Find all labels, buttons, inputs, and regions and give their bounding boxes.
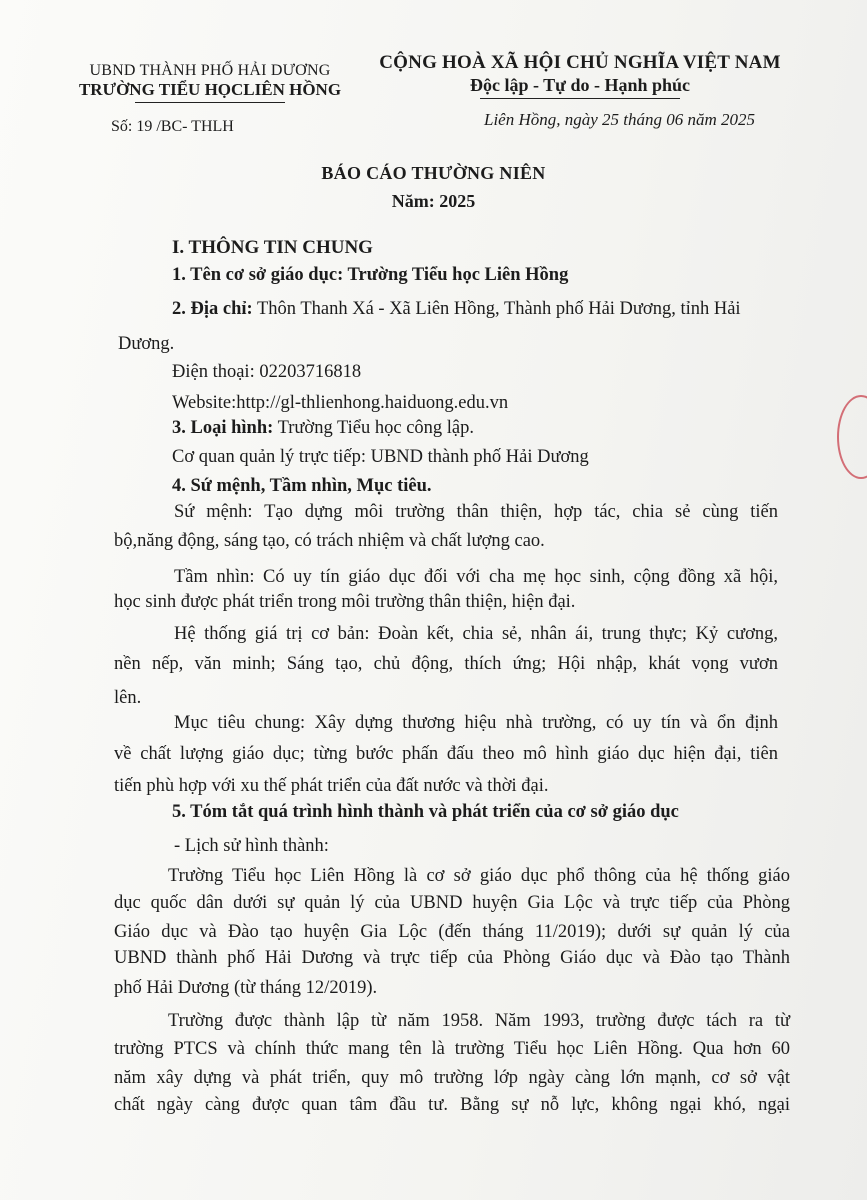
history-paragraph-1-l2: dục quốc dân dưới sự quản lý của UBND huyện Gia Lộc và trực tiếp của Phòng [114,893,790,913]
school-type-line [172,418,474,439]
history-paragraph-1-end: phố Hải Dương (từ tháng 12/2019). [114,978,378,998]
history-paragraph-2-l3: năm xây dựng và phát triển, quy mô trường lớp ngày càng lớn mạnh, cơ sở vật [114,1068,790,1088]
parent-organization: UBND THÀNH PHỐ HẢI DƯƠNG [89,62,331,79]
mission-text: Sứ mệnh: Tạo dựng môi trường thân thiện, hợp tác, chia sẻ cùng tiến [174,502,778,522]
country-name: CỘNG HOÀ XÃ HỘI CHỦ NGHĨA VIỆT NAM [379,52,781,73]
core-values-text: Hệ thống giá trị cơ bản: Đoàn kết, chia sẻ, nhân ái, trung thực; Kỷ cương, [174,624,778,644]
vision-text: Tầm nhìn: Có uy tín giáo dục đối với cha mẹ học sinh, cộng đồng xã hội, [174,567,778,587]
report-title: BÁO CÁO THƯỜNG NIÊN [321,163,546,183]
general-goal-text: Mục tiêu chung: Xây dựng thương hiệu nhà trường, có uy tín và ổn định [174,713,778,733]
core-values-text-cont: nền nếp, văn minh; Sáng tạo, chủ động, thích ứng; Hội nhập, khát vọng vươn [114,654,778,674]
national-header [370,52,790,99]
document-number: Số: 19 /BC- THLH [111,118,234,135]
history-paragraph-2-l2: trường PTCS và chính thức mang tên là trường Tiểu học Liên Hồng. Qua hơn 60 [114,1039,790,1059]
history-paragraph-2-l4: chất ngày càng được quan tâm đầu tư. Bằng sự nỗ lực, không ngại khó, ngại [114,1095,790,1115]
school-name-line: 1. Tên cơ sở giáo dục: Trường Tiểu học Liên Hồng [172,265,569,285]
address-label: 2. Địa chỉ: [172,299,253,319]
history-subheading: - Lịch sử hình thành: [174,836,329,856]
address-line [172,299,741,320]
general-goal-text-cont: về chất lượng giáo dục; từng bước phấn đấu theo mô hình giáo dục hiện đại, tiên [114,744,778,764]
managing-agency-line: Cơ quan quản lý trực tiếp: UBND thành phố Hải Dương [172,447,589,467]
website-line: Website:http://gl-thlienhong.haiduong.edu.vn [172,393,509,413]
history-paragraph-2: Trường được thành lập từ năm 1958. Năm 1993, trường được tách ra từ [168,1011,790,1031]
mission-text-cont: bộ,năng động, sáng tạo, có trách nhiệm và chất lượng cao. [114,531,545,551]
motto-underline [480,98,680,99]
address-value: Thôn Thanh Xá - Xã Liên Hồng, Thành phố Hải Dương, tỉnh Hải [256,299,741,319]
history-paragraph-1-l3: Giáo dục và Đào tạo huyện Gia Lộc (đến tháng 11/2019); dưới sự quản lý của [114,922,790,942]
school-type-value: Trường Tiểu học công lập. [277,418,475,438]
school-name: TRƯỜNG TIỂU HỌCLIÊN HỒNG [78,80,342,99]
phone-line: Điện thoại: 02203716818 [172,362,362,382]
history-paragraph-1-l4: UBND thành phố Hải Dương và trực tiếp của Phòng Giáo dục và Đào tạo Thành [114,948,790,968]
school-type-label: 3. Loại hình: [172,418,274,438]
core-values-text-end: lên. [114,688,142,708]
document-date: Liên Hồng, ngày 25 tháng 06 năm 2025 [484,110,756,129]
general-goal-text-end: tiến phù hợp với xu thế phát triển của đất nước và thời đại. [114,776,549,796]
report-year: Năm: 2025 [391,191,476,211]
address-line-cont: Dương. [118,334,175,354]
vision-text-cont: học sinh được phát triển trong môi trường thân thiện, hiện đại. [114,592,576,612]
history-heading: 5. Tóm tắt quá trình hình thành và phát triển của cơ sở giáo dục [172,802,679,822]
history-paragraph-1: Trường Tiểu học Liên Hồng là cơ sở giáo dục phổ thông của hệ thống giáo [168,866,790,886]
issuing-organization [60,62,360,103]
mission-heading: 4. Sứ mệnh, Tầm nhìn, Mục tiêu. [172,476,432,496]
section-heading: I. THÔNG TIN CHUNG [172,237,373,258]
red-stamp-icon [837,395,867,479]
national-motto: Độc lập - Tự do - Hạnh phúc [469,75,691,95]
header-underline [135,102,285,103]
